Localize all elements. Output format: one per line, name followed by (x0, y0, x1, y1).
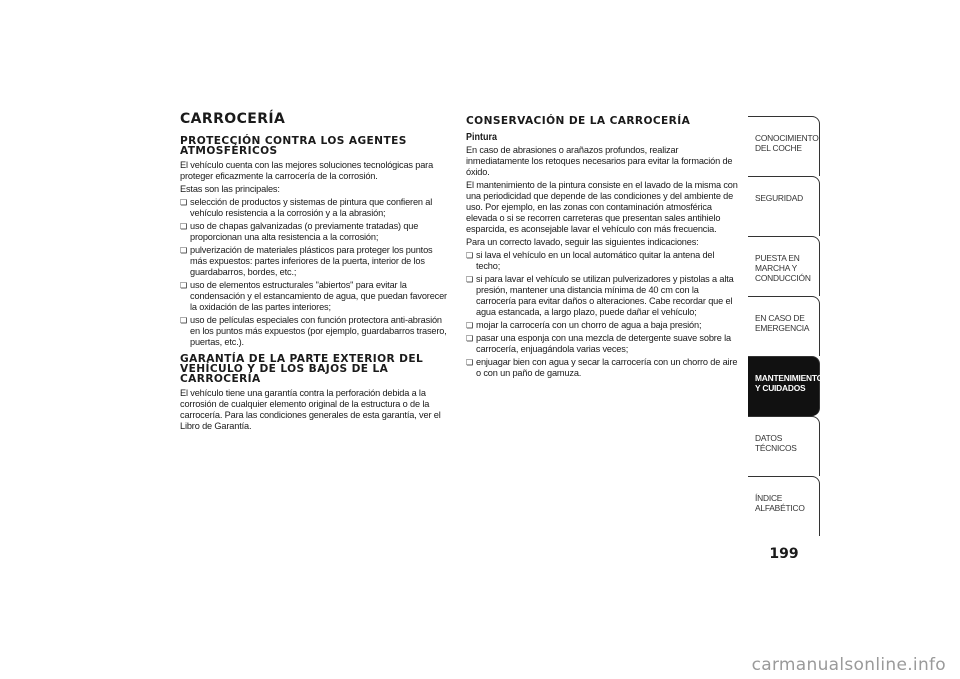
paragraph: El vehículo tiene una garantía contra la perforación debida a la corrosión de cualquier elemento original de la estructura o de la carrocería. Para las condiciones generales de esta garantía, ver el Libro de Garantía. (180, 388, 441, 431)
page-title: CARROCERÍA (180, 111, 286, 127)
tab-puesta-en-marcha[interactable]: PUESTA EN MARCHA Y CONDUCCIÓN (748, 236, 820, 296)
tab-seguridad[interactable]: SEGURIDAD (748, 176, 820, 236)
tab-emergencia[interactable]: EN CASO DE EMERGENCIA (748, 296, 820, 356)
list-item: ❏ si para lavar el vehículo se utilizan pulverizadores y pistolas a alta presión, mantener una distancia mínima de 40 cm con la carrocería para evitar daños o alteraciones. Cabe recordar que el agua estancada, a largo plazo, puede dañar el vehículo; (466, 274, 740, 318)
paragraph: El vehículo cuenta con las mejores soluciones tecnológicas para proteger eficazmente la carrocería de la corrosión. (180, 160, 434, 181)
list-item: ❏ mojar la carrocería con un chorro de agua a baja presión; (466, 320, 740, 331)
tab-mantenimiento[interactable]: MANTENIMIENTO Y CUIDADOS (748, 356, 820, 416)
right-column (466, 112, 740, 385)
list-item: ❏ uso de chapas galvanizadas (o previamente tratadas) que proporcionan una alta resistencia a la corrosión; (180, 221, 450, 243)
bullet-list (466, 250, 740, 379)
list-item: ❏ pulverización de materiales plásticos para proteger los puntos más expuestos: partes inferiores de la puerta, interior de los guardabarros, bordes, etc.; (180, 245, 450, 278)
paragraph: El mantenimiento de la pintura consiste en el lavado de la misma con una periodicidad que depende de las condiciones y del ambiente de uso. Por ejemplo, en las zonas con contaminación atmosférica elevada o si se recorren carreteras que presentan sales antihielo esparcida, es aconsejable lavar el vehículo con más frecuencia. (466, 180, 738, 234)
left-column (180, 112, 450, 434)
list-item: ❏ enjuagar bien con agua y secar la carrocería con un chorro de aire o con un paño de gamuza. (466, 357, 740, 379)
paragraph: En caso de abrasiones o arañazos profundos, realizar inmediatamente los retoques necesarios para evitar la formación de óxido. (466, 145, 733, 177)
chapter-tabs (748, 116, 823, 536)
tab-conocimiento[interactable]: CONOCIMIENTO DEL COCHE (748, 116, 820, 176)
paragraph: Para un correcto lavado, seguir las siguientes indicaciones: (466, 237, 699, 247)
paragraph: Estas son las principales: (180, 184, 280, 194)
list-item: ❏ si lava el vehículo en un local automático quitar la antena del techo; (466, 250, 740, 272)
subheading-paint: Pintura (466, 132, 498, 143)
bullet-list (180, 197, 450, 348)
section-heading-protection: PROTECCIÓN CONTRA LOS AGENTES ATMOSFÉRICOS (180, 135, 407, 157)
list-item: ❏ uso de elementos estructurales "abiertos" para evitar la condensación y el estancamiento de agua, que puedan favorecer la oxidación de las partes interiores; (180, 280, 450, 313)
tab-indice[interactable]: ÍNDICE ALFABÉTICO (748, 476, 820, 536)
list-item: ❏ selección de productos y sistemas de pintura que confieren al vehículo resistencia a la corrosión y a la abrasión; (180, 197, 450, 219)
tab-datos-tecnicos[interactable]: DATOS TÉCNICOS (748, 416, 820, 476)
section-heading-conservation: CONSERVACIÓN DE LA CARROCERÍA (466, 115, 691, 127)
page-number: 199 (769, 546, 799, 562)
list-item: ❏ pasar una esponja con una mezcla de detergente suave sobre la carrocería, enjuagándola varias veces; (466, 333, 740, 355)
section-heading-warranty: GARANTÍA DE LA PARTE EXTERIOR DEL VEHÍCULO Y DE LOS BAJOS DE LA CARROCERÍA (180, 353, 424, 385)
list-item: ❏ uso de películas especiales con función protectora anti-abrasión en los puntos más expuestos (por ejemplo, guardabarros trasero, puertas, etc.). (180, 315, 450, 348)
watermark: carmanualsonline.info (751, 655, 946, 675)
